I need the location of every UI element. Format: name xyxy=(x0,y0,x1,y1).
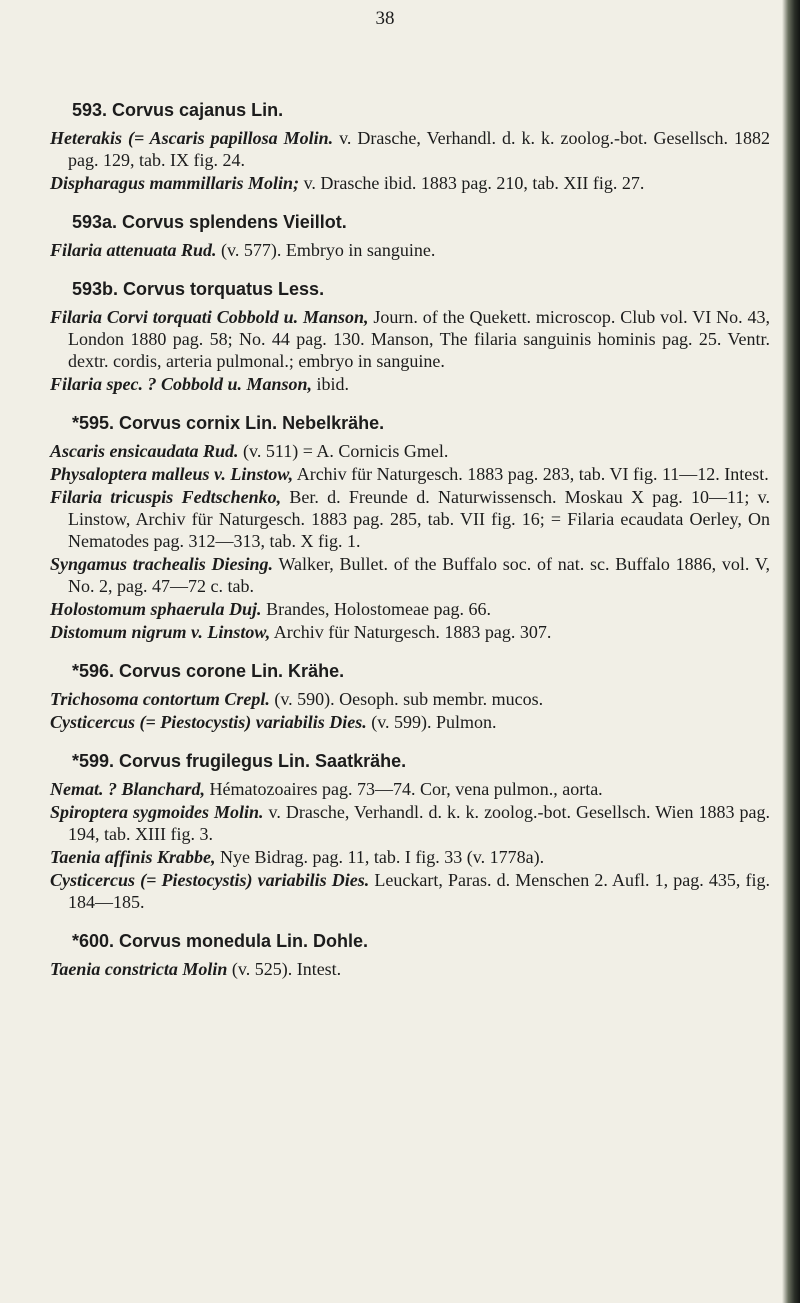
species-name: Heterakis (= Ascaris papillosa Molin. xyxy=(50,128,334,148)
parasite-entry xyxy=(50,801,770,845)
section-heading: 593b. Corvus torquatus Less. xyxy=(72,279,325,299)
species-name: Filaria tricuspis Fedtschenko, xyxy=(50,487,282,507)
entry-reference: Walker, Bullet. of the Buffalo soc. of nat. sc. Buffalo 1886, vol. V, No. 2, pag. 47—72 c. tab. xyxy=(68,554,770,596)
parasite-entry xyxy=(50,463,770,485)
entries-list xyxy=(50,100,770,981)
entry-reference: Nye Bidrag. pag. 11, tab. I fig. 33 (v. 1778a). xyxy=(215,847,545,867)
parasite-entry xyxy=(50,239,770,261)
parasite-entry xyxy=(50,440,770,462)
parasite-entry xyxy=(50,553,770,597)
parasite-entry xyxy=(50,958,770,980)
species-name: Cysticercus (= Piestocystis) variabilis Dies. xyxy=(50,712,367,732)
species-name: Filaria spec. ? Cobbold u. Manson, xyxy=(50,374,313,394)
page-number: 38 xyxy=(375,8,395,29)
species-name: Syngamus trachealis Diesing. xyxy=(50,554,274,574)
species-name: Physaloptera malleus v. Linstow, xyxy=(50,464,294,484)
entry-reference: (v. 511) = A. Cornicis Gmel. xyxy=(238,441,449,461)
species-name: Spiroptera sygmoides Molin. xyxy=(50,802,264,822)
section-heading: 593a. Corvus splendens Vieillot. xyxy=(72,212,347,232)
species-name: Ascaris ensicaudata Rud. xyxy=(50,441,239,461)
entry-reference: v. Drasche, Verhandl. d. k. k. zoolog.-bot. Gesellsch. Wien 1883 pag. 194, tab. XIII fig. 3. xyxy=(68,802,770,844)
section-heading: *596. Corvus corone Lin. Krähe. xyxy=(72,661,345,681)
parasite-entry xyxy=(50,486,770,552)
entry-reference: v. Drasche, Verhandl. d. k. k. zoolog.-bot. Gesellsch. 1882 pag. 129, tab. IX fig. 24. xyxy=(68,128,770,170)
species-name: Taenia affinis Krabbe, xyxy=(50,847,216,867)
section-heading: 593. Corvus cajanus Lin. xyxy=(72,100,284,120)
species-name: Filaria attenuata Rud. xyxy=(50,240,217,260)
parasite-entry xyxy=(50,621,770,643)
parasite-entry xyxy=(50,127,770,171)
species-name: Distomum nigrum v. Linstow, xyxy=(50,622,271,642)
parasite-entry xyxy=(50,846,770,868)
section-heading: *599. Corvus frugilegus Lin. Saatkrähe. xyxy=(72,751,407,771)
entry-reference: Ber. d. Freunde d. Naturwissensch. Moskau X pag. 10—11; v. Linstow, Archiv für Naturgesch. 1883 pag. 285, tab. VII fig. 16; = Filaria ecaudata Oerley, On Nematodes pag. 312—313, tab. X fig. 1. xyxy=(68,487,770,551)
entry-reference: Hématozoaires pag. 73—74. Cor, vena pulmon., aorta. xyxy=(205,779,603,799)
species-name: Dispharagus mammillaris Molin; xyxy=(50,173,300,193)
entry-reference: Journ. of the Quekett. microscop. Club vol. VI No. 43, London 1880 pag. 58; No. 44 pag. 130. Manson, The filaria sanguinis hominis pag. 25. Ventr. dextr. cordis, arteria pulmonal.; embryo in sanguine. xyxy=(68,307,770,371)
parasite-entry xyxy=(50,598,770,620)
entry-reference: (v. 525). Intest. xyxy=(227,959,342,979)
parasite-entry xyxy=(50,306,770,372)
parasite-entry xyxy=(50,172,770,194)
species-name: Cysticercus (= Piestocystis) variabilis Dies. xyxy=(50,870,370,890)
entry-reference: Leuckart, Paras. d. Menschen 2. Aufl. 1, pag. 435, fig. 184—185. xyxy=(68,870,770,912)
entry-reference: (v. 577). Embryo in sanguine. xyxy=(216,240,436,260)
parasite-entry xyxy=(50,373,770,395)
entry-reference: (v. 599). Pulmon. xyxy=(366,712,497,732)
page-edge-shadow xyxy=(782,0,800,1303)
entry-reference: Archiv für Naturgesch. 1883 pag. 307. xyxy=(270,622,552,642)
section-heading: *595. Corvus cornix Lin. Nebelkrähe. xyxy=(72,413,385,433)
species-name: Holostomum sphaerula Duj. xyxy=(50,599,262,619)
species-name: Filaria Corvi torquati Cobbold u. Manson, xyxy=(50,307,369,327)
entry-reference: v. Drasche ibid. 1883 pag. 210, tab. XII fig. 27. xyxy=(299,173,645,193)
species-name: Taenia constricta Molin xyxy=(50,959,228,979)
entry-reference: Archiv für Naturgesch. 1883 pag. 283, tab. VI fig. 11—12. Intest. xyxy=(293,464,769,484)
parasite-entry xyxy=(50,869,770,913)
species-name: Nemat. ? Blanchard, xyxy=(50,779,206,799)
entry-reference: ibid. xyxy=(312,374,350,394)
species-name: Trichosoma contortum Crepl. xyxy=(50,689,270,709)
section-heading: *600. Corvus monedula Lin. Dohle. xyxy=(72,931,369,951)
entry-reference: Brandes, Holostomeae pag. 66. xyxy=(261,599,492,619)
entry-reference: (v. 590). Oesoph. sub membr. mucos. xyxy=(269,689,544,709)
parasite-entry xyxy=(50,711,770,733)
parasite-entry xyxy=(50,688,770,710)
parasite-entry xyxy=(50,778,770,800)
